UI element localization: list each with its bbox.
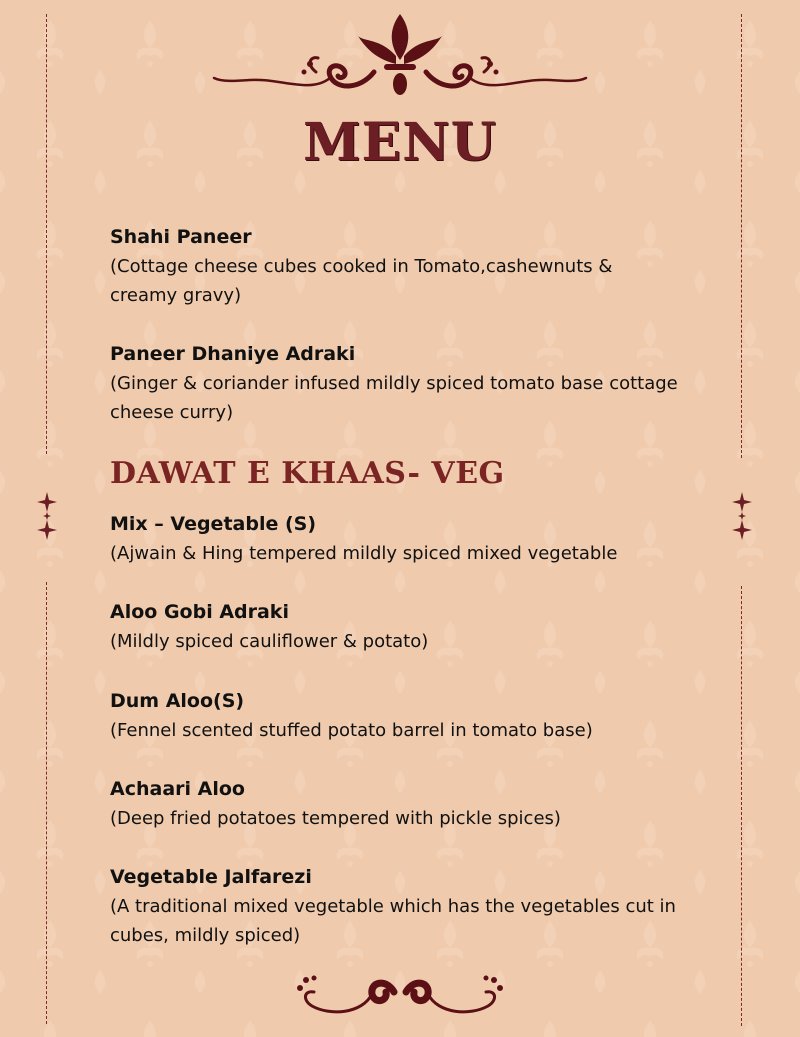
- section-heading: DAWAT E KHAAS- VEG: [110, 456, 505, 491]
- right-dashed-border-bottom: [741, 586, 742, 1026]
- menu-item: [110, 222, 710, 310]
- item-name: Paneer Dhaniye Adraki: [110, 343, 356, 365]
- left-dashed-border-top: [46, 14, 47, 454]
- item-description: cheese curry): [110, 402, 234, 423]
- item-description: (Ajwain & Hing tempered mildly spiced mixed vegetable: [110, 543, 618, 564]
- item-description: (Deep fried potatoes tempered with pickle spices): [110, 808, 561, 829]
- menu-item: [110, 862, 710, 950]
- menu-item: [110, 686, 710, 745]
- item-description: (Ginger & coriander infused mildly spiced tomato base cottage: [110, 373, 678, 394]
- item-description: (Fennel scented stuffed potato barrel in tomato base): [110, 720, 593, 741]
- menu-item: [110, 774, 710, 833]
- menu-title: MENU: [302, 112, 498, 173]
- item-name: Dum Aloo(S): [110, 690, 245, 712]
- item-description: cubes, mildly spiced): [110, 925, 301, 946]
- item-description: (A traditional mixed vegetable which has the vegetables cut in: [110, 896, 676, 917]
- item-description: (Cottage cheese cubes cooked in Tomato,cashewnuts &: [110, 256, 613, 277]
- right-dashed-border-top: [741, 14, 742, 458]
- right-sparkle-icon: [730, 491, 754, 541]
- menu-item: [110, 339, 710, 427]
- item-name: Vegetable Jalfarezi: [110, 866, 312, 888]
- item-name: Mix – Vegetable (S): [110, 513, 317, 535]
- menu-item: [110, 597, 710, 656]
- item-name: Aloo Gobi Adraki: [110, 601, 289, 623]
- left-dashed-border-bottom: [46, 582, 47, 1024]
- left-sparkle-icon: [35, 491, 59, 541]
- item-description: (Mildly spiced cauliflower & potato): [110, 631, 429, 652]
- menu-item: [110, 509, 710, 568]
- fleur-de-lis-ornament-icon: [210, 12, 590, 102]
- scroll-flourish-icon: [290, 972, 510, 1022]
- item-description: creamy gravy): [110, 285, 242, 306]
- item-name: Achaari Aloo: [110, 778, 245, 800]
- item-name: Shahi Paneer: [110, 226, 252, 248]
